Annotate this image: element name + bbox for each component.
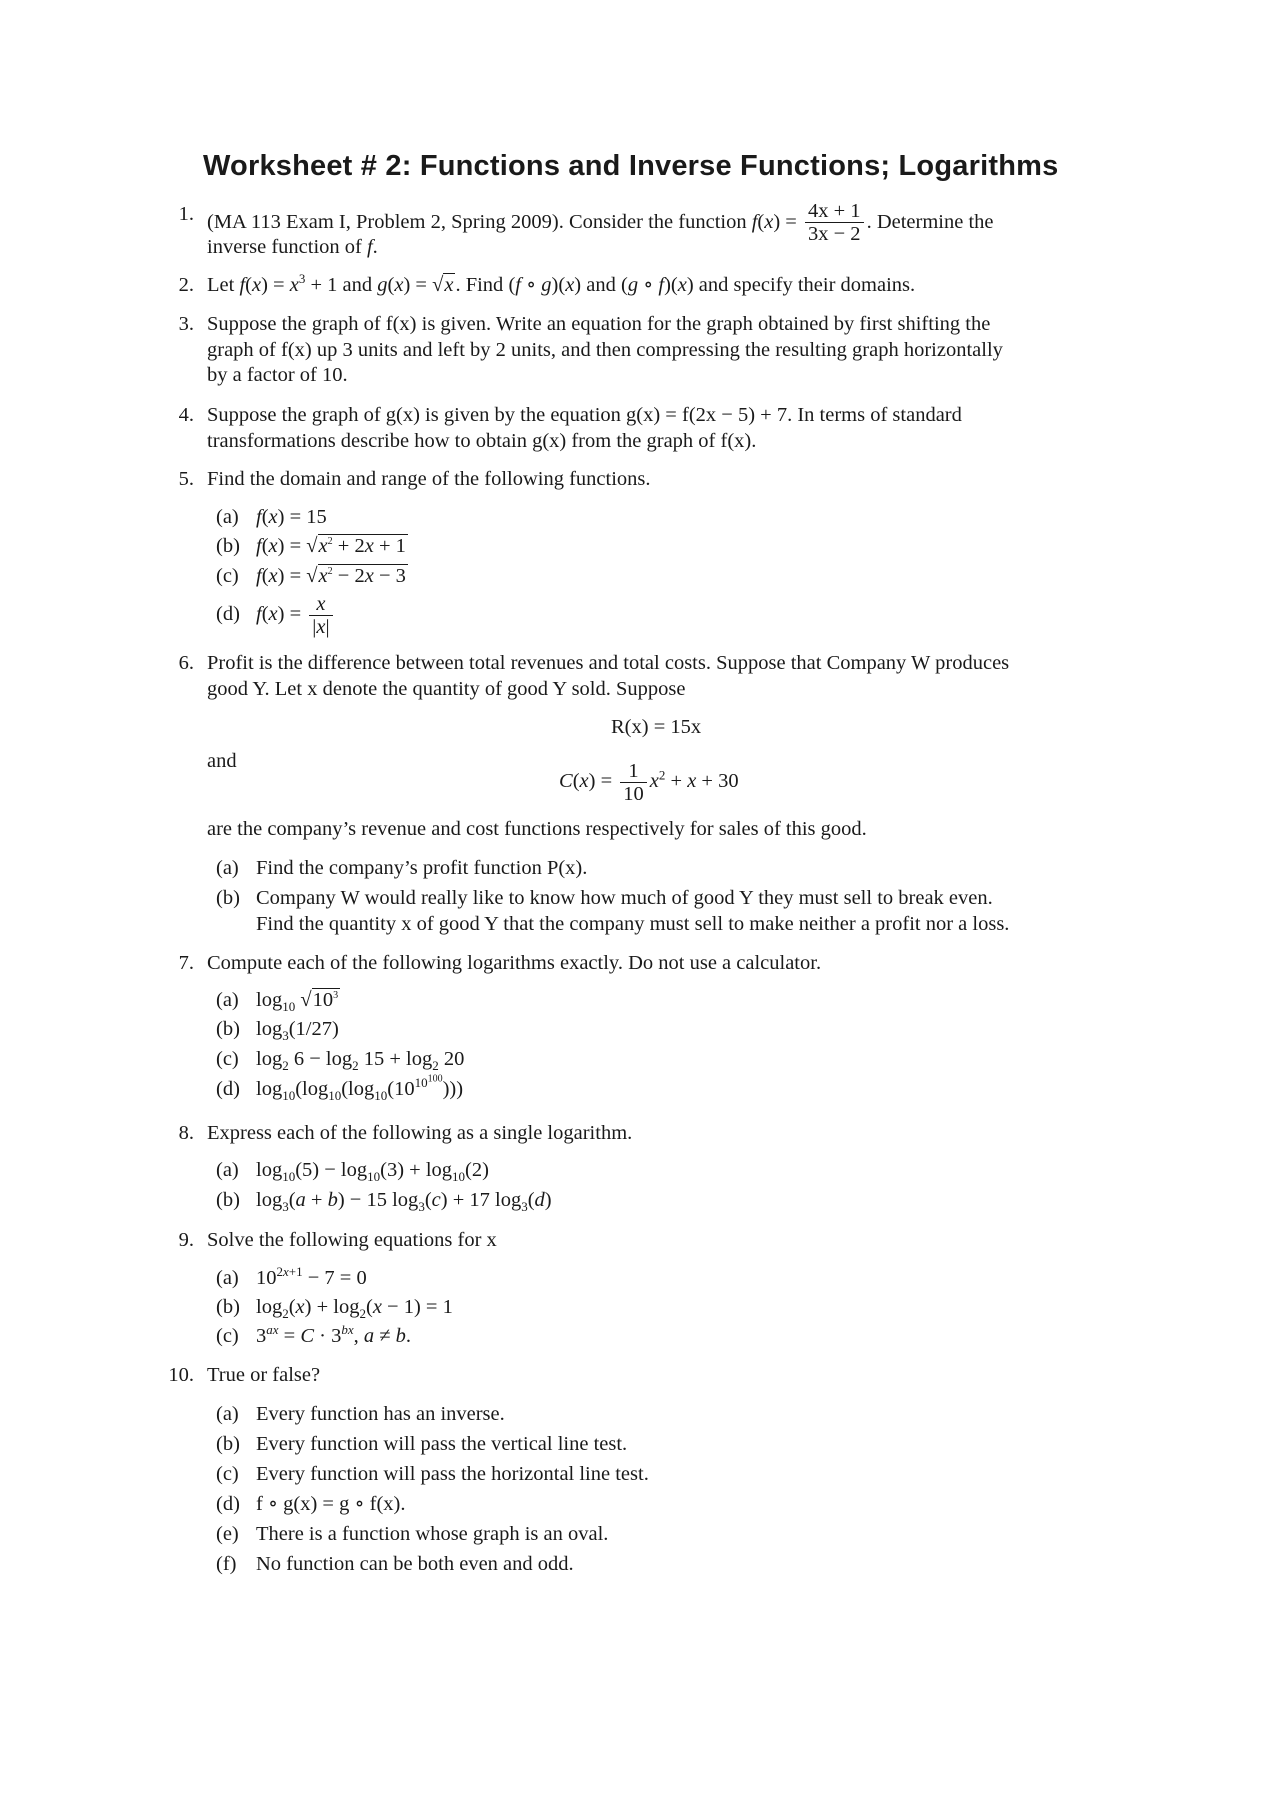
problem-7a: (a) $\log_{10} √10^3$ [216,989,339,1015]
problem-9-text: Solve the following equations for x [207,1229,497,1251]
problem-9a: (a) $10^{2x+1} - 7 = 0$ [216,1264,367,1289]
problem-5b: (b) $f(x) = √x^2 + 2x + 1$ [216,535,406,557]
problem-5-number: 5. [178,468,194,490]
problem-5c: (c) $f(x) = √x^2 - 2x - 3$ [216,565,406,587]
problem-8-text: Express each of the following as a single logarithm. [207,1122,633,1144]
problem-1-text: (MA 113 Exam I, Problem 2, Spring 2009). Consider the function f(x) = $\frac{4x + 1}{3x - 2}$ . Determine the [207,200,994,245]
problem-9c: (c) $3^{ax} = C \cdot 3^{bx}$, a ≠ b. [216,1322,412,1347]
problem-10d: (d) f ∘ g(x) = g ∘ f(x). [216,1493,406,1515]
problem-7d: (d) $\log_{10}(\log_{10}(\log_{10}(10^{10^{100}})))$ [216,1073,464,1104]
page-title: Worksheet # 2: Functions and Inverse Functions; Logarithms [203,150,1059,182]
revenue-equation: R(x) = 15x [611,716,702,738]
problem-4-line: Suppose the graph of g(x) is given by the equation g(x) = f(2x − 5) + 7. In terms of standard [207,404,962,426]
problem-3-line: by a factor of 10. [207,364,348,386]
problem-7-text: Compute each of the following logarithms exactly. Do not use a calculator. [207,952,822,974]
problem-1-number: 1. [178,203,194,225]
problem-10e: (e) There is a function whose graph is an oval. [216,1523,609,1545]
problem-9-number: 9. [178,1229,194,1251]
problem-8-number: 8. [178,1122,194,1144]
problem-10-text: True or false? [207,1364,321,1386]
problem-3-line: graph of f(x) up 3 units and left by 2 units, and then compressing the resulting graph horizontally [207,339,1003,361]
problem-7b: (b) $\log_3(1/27)$ [216,1018,339,1044]
problem-2-number: 2. [178,274,194,296]
problem-1-text-line2: inverse function of f. [207,236,378,258]
problem-5d: (d) f(x) = $\frac{x}{|x|}$ [216,593,336,638]
problem-7-number: 7. [178,952,194,974]
problem-6-after: are the company’s revenue and cost functions respectively for sales of this good. [207,818,867,840]
problem-10f: (f) No function can be both even and odd. [216,1553,574,1575]
problem-6b: (b) Company W would really like to know how much of good Y they must sell to break even. [216,887,993,909]
problem-5-text: Find the domain and range of the following functions. [207,468,651,490]
problem-3-number: 3. [178,313,194,335]
problem-6a: (a) Find the company’s profit function P(x). [216,857,588,879]
problem-6-line: good Y. Let x denote the quantity of good Y sold. Suppose [207,678,686,700]
problem-3-line: Suppose the graph of f(x) is given. Write an equation for the graph obtained by first shifting the [207,313,991,335]
problem-7c: (c) $\log_2 6 - \log_2 15 + \log_2 20$ [216,1048,465,1074]
problem-10b: (b) Every function will pass the vertical line test. [216,1433,628,1455]
problem-4-line: transformations describe how to obtain g(x) from the graph of f(x). [207,430,757,452]
problem-10a: (a) Every function has an inverse. [216,1403,505,1425]
cost-equation: C(x) = $\frac{1}{10}$ $x^2 + x + 30$ [559,760,739,805]
problem-2-text: Let $f(x) = x^3 + 1$ and g(x) = √x. Find (f ∘ g)(x) and (g ∘ f)(x) and specify their domains. [207,271,916,296]
problem-9b: (b) $\log_2(x) + \log_2(x - 1) = 1$ [216,1296,453,1322]
problem-6b-line2: Find the quantity x of good Y that the company must sell to make neither a profit nor a loss. [256,913,1010,935]
problem-5a: (a) f(x) = 15 [216,506,327,528]
problem-8a: (a) $\log_{10}(5) - \log_{10}(3) + \log_{10}(2)$ [216,1159,489,1185]
problem-4-number: 4. [178,404,194,426]
problem-6-and: and [207,750,237,772]
problem-6-line: Profit is the difference between total revenues and total costs. Suppose that Company W produces [207,652,1010,674]
problem-1-fraction: $\frac{4x + 1}{3x - 2}$ [805,200,864,245]
problem-10-number: 10. [168,1364,194,1386]
problem-8b: (b) $\log_3(a + b) - 15$ $\log_3(c) + 17$ $\log_3(d)$ [216,1189,552,1215]
problem-10c: (c) Every function will pass the horizontal line test. [216,1463,649,1485]
problem-6-number: 6. [178,652,194,674]
